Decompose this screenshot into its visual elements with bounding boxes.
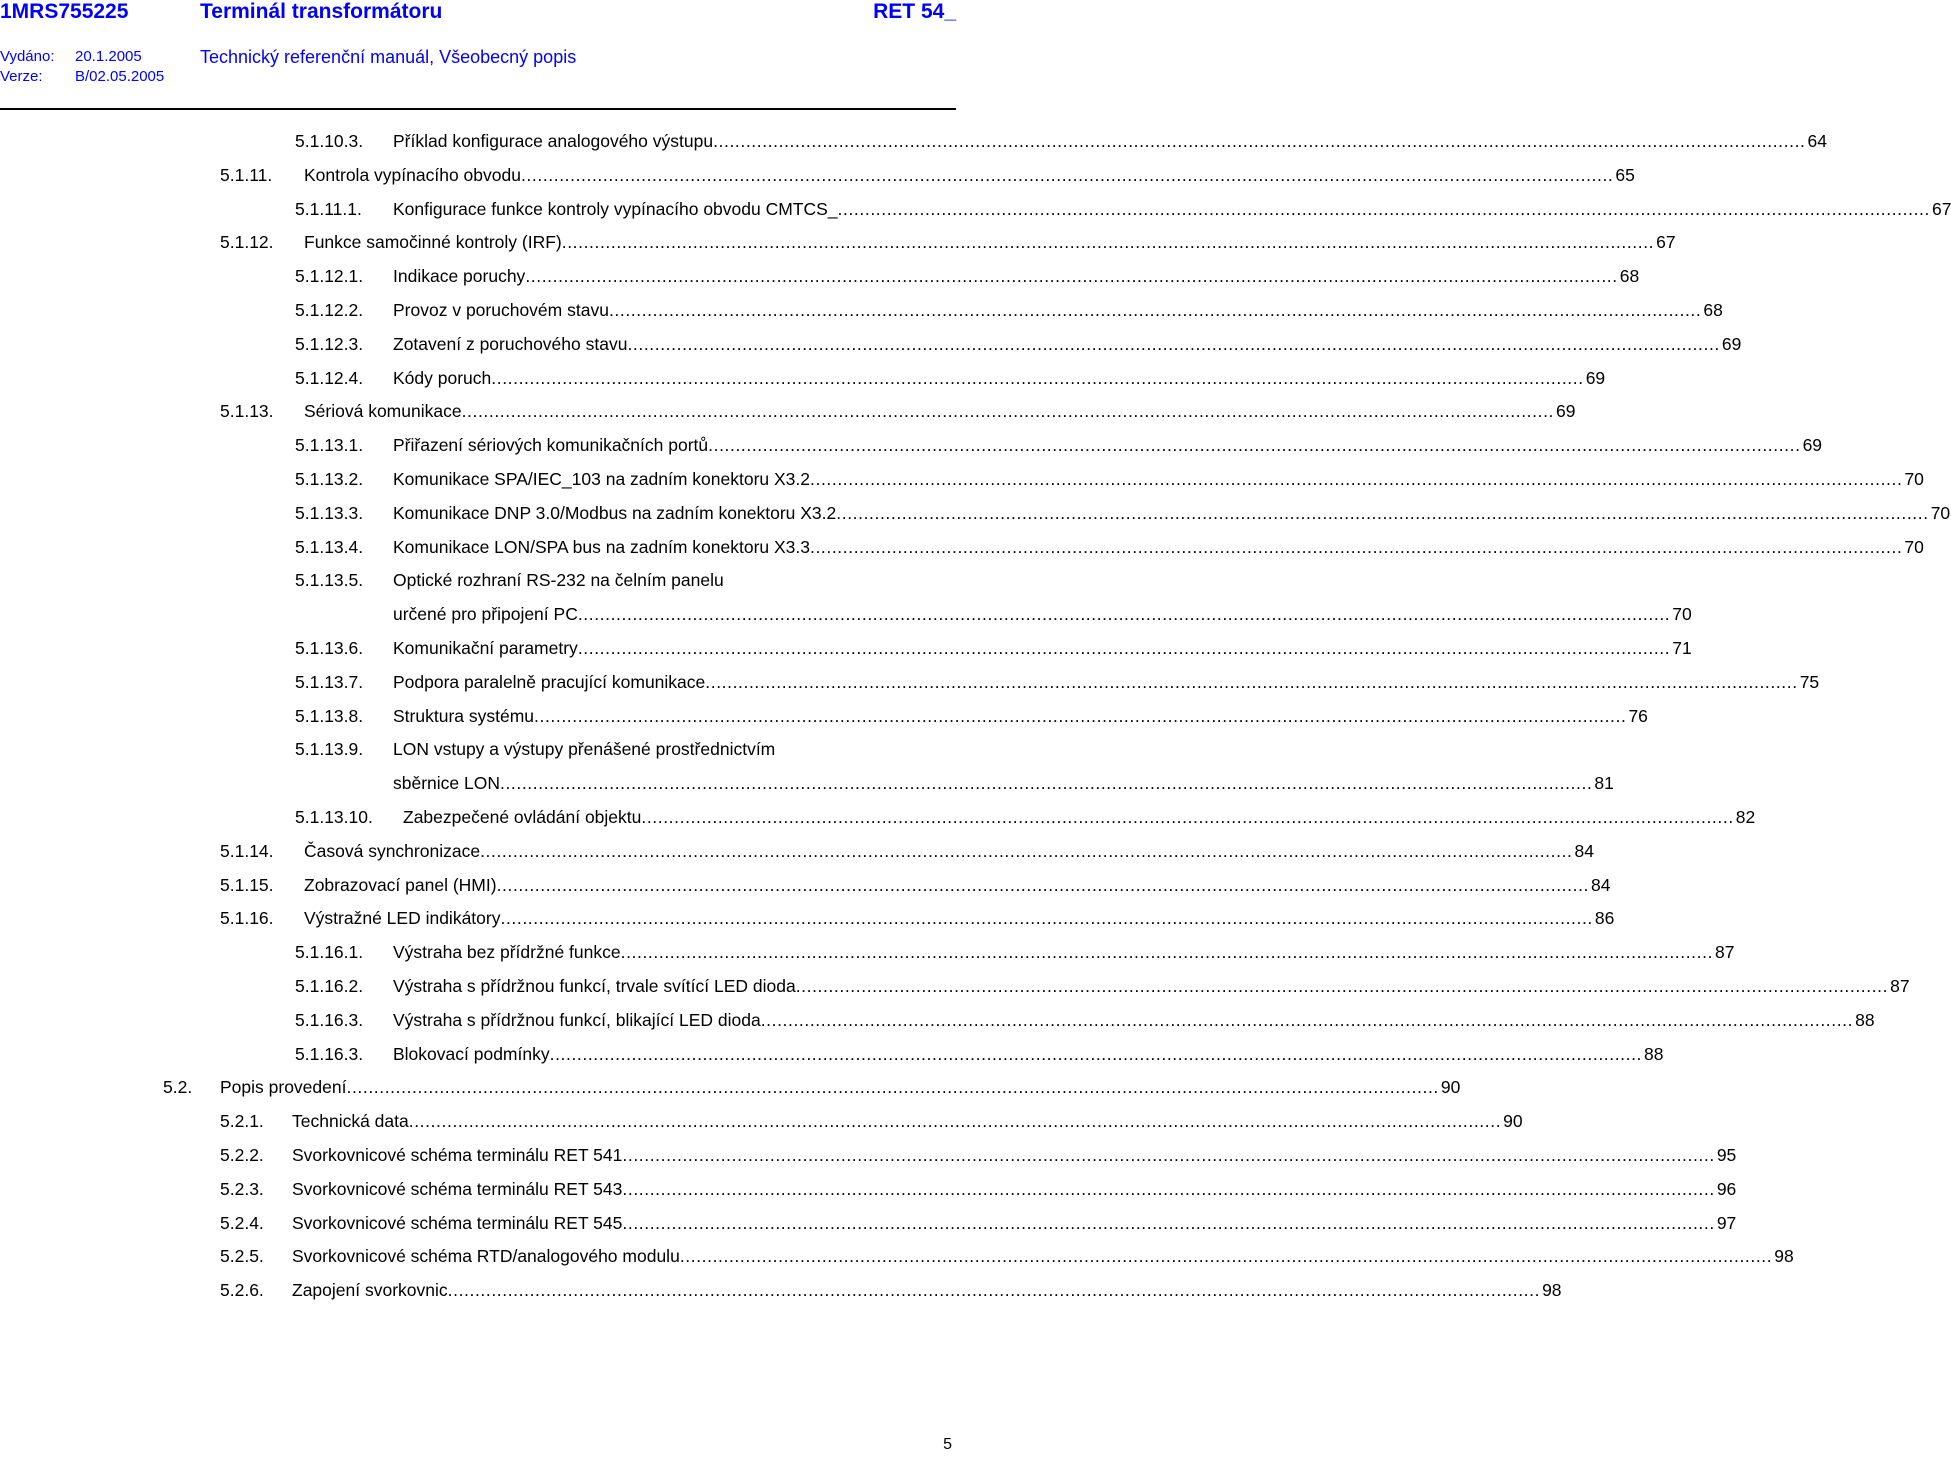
toc-number: 5.1.13.3. (295, 502, 364, 523)
toc-row (393, 196, 1951, 222)
toc-number: 5.1.12.3. (295, 333, 364, 354)
toc-title: Časová synchronizace (304, 840, 481, 861)
toc-page-number: 87 (1715, 942, 1735, 963)
version-value: B/02.05.2005 (75, 68, 165, 85)
toc-number: 5.1.16.3. (295, 1043, 364, 1064)
toc-entry[interactable] (0, 567, 1692, 625)
toc-number: 5.1.13.4. (295, 536, 364, 557)
dot-leader: ........................................................................................................................................................................................................ (608, 300, 1702, 320)
toc-row (393, 1007, 1875, 1033)
dot-leader: ........................................................................................................................................................................................................ (346, 1077, 1439, 1098)
toc-page-number: 95 (1716, 1145, 1737, 1165)
toc-number: 5.1.12. (220, 232, 274, 253)
toc-title: Komunikace LON/SPA bus na zadním konektoru X3.3 (393, 536, 810, 557)
dot-leader: ........................................................................................................................................................................................................ (520, 164, 1614, 185)
toc-title: Provoz v poruchovém stavu (393, 300, 609, 320)
toc-page-number: 98 (1774, 1246, 1794, 1267)
toc-number: 5.1.13.9. (295, 739, 364, 760)
toc-entry[interactable] (0, 365, 1606, 391)
dot-leader: ........................................................................................................................................................................................................ (500, 773, 1593, 794)
toc-title: Výstraha bez přídržné funkce (393, 942, 621, 963)
toc-row (393, 534, 1924, 560)
toc-entry[interactable] (0, 1108, 1523, 1134)
dot-leader: ........................................................................................................................................................................................................ (525, 266, 1618, 287)
dot-leader: ........................................................................................................................................................................................................ (708, 435, 1801, 456)
dot-leader: ........................................................................................................................................................................................................ (549, 1043, 1643, 1064)
toc-page-number: 98 (1542, 1280, 1562, 1301)
toc-entry[interactable] (0, 703, 1648, 729)
toc-row (393, 669, 1820, 695)
toc-entry[interactable] (0, 128, 1827, 154)
toc-page-number: 97 (1716, 1212, 1737, 1233)
toc-entry[interactable] (0, 838, 1594, 864)
toc-row (292, 1210, 1737, 1236)
toc-number: 5.1.12.4. (295, 367, 364, 388)
toc-entry[interactable] (0, 1277, 1562, 1303)
toc-number: 5.1.11. (220, 164, 273, 185)
toc-entry[interactable] (0, 534, 1924, 560)
toc-title: Komunikační parametry (393, 638, 578, 658)
toc-entry[interactable] (0, 1007, 1875, 1033)
dot-leader: ........................................................................................................................................................................................................ (461, 401, 1554, 422)
toc-page-number: 84 (1574, 840, 1594, 861)
toc-title: Technická data (292, 1111, 409, 1132)
toc-entry[interactable] (0, 1074, 1461, 1100)
toc-entry[interactable] (0, 804, 1756, 830)
toc-title: Svorkovnicové schéma RTD/analogového modulu (292, 1246, 680, 1267)
toc-row (393, 1041, 1664, 1067)
toc-row (304, 162, 1635, 188)
toc-entry[interactable] (0, 1243, 1794, 1269)
version-label: Verze: (0, 68, 43, 85)
toc-entry[interactable] (0, 196, 1951, 222)
toc-row (304, 872, 1611, 898)
toc-number: 5.2.5. (220, 1246, 264, 1267)
dot-leader: ........................................................................................................................................................................................................ (491, 367, 1584, 388)
toc-entry[interactable] (0, 1176, 1737, 1202)
toc-row (393, 128, 1827, 154)
toc-number: 5.1.13.10. (295, 807, 373, 827)
toc-title: Příklad konfigurace analogového výstupu (393, 131, 714, 151)
toc-title: Struktura systému (393, 705, 535, 726)
dot-leader: ........................................................................................................................................................................................................ (622, 1178, 1715, 1199)
toc-number: 5.1.16.1. (295, 942, 364, 963)
dot-leader: ........................................................................................................................................................................................................ (679, 1246, 1773, 1267)
toc-entry[interactable] (0, 905, 1615, 931)
toc-number: 5.2.4. (220, 1212, 264, 1233)
dot-leader: ........................................................................................................................................................................................................ (810, 536, 1903, 557)
toc-number: 5.1.13.1. (295, 435, 364, 456)
toc-entry[interactable] (0, 162, 1635, 188)
toc-title: Zapojení svorkovnic (292, 1280, 448, 1301)
toc-title: Zobrazovací panel (HMI) (304, 874, 497, 895)
dot-leader: ........................................................................................................................................................................................................ (641, 807, 1734, 827)
toc-row (220, 1074, 1461, 1100)
toc-entry[interactable] (0, 872, 1611, 898)
dot-leader: ........................................................................................................................................................................................................ (713, 131, 1806, 151)
toc-number: 5.1.16. (220, 908, 274, 929)
toc-number: 5.1.12.2. (295, 300, 364, 320)
toc-title: Přiřazení sériových komunikačních portů (393, 435, 709, 456)
toc-title: Výstraha s přídržnou funkcí, trvale svítící LED dioda (393, 976, 796, 996)
toc-page-number: 68 (1703, 300, 1723, 320)
toc-page-number: 88 (1644, 1043, 1664, 1064)
toc-page-number: 70 (1904, 536, 1924, 557)
toc-title: Výstraha s přídržnou funkcí, blikající LED dioda (393, 1009, 761, 1030)
toc-row (393, 466, 1924, 492)
toc-entry[interactable] (0, 398, 1576, 424)
toc-number: 5.1.10.3. (295, 131, 364, 151)
toc-page-number: 86 (1594, 908, 1615, 929)
toc-row (304, 905, 1615, 931)
dot-leader: ........................................................................................................................................................................................................ (620, 942, 1714, 963)
toc-title: Kontrola vypínacího obvodu (304, 164, 521, 185)
dot-leader: ........................................................................................................................................................................................................ (577, 604, 1671, 625)
toc-title: Svorkovnicové schéma terminálu RET 541 (292, 1145, 623, 1165)
toc-page-number: 70 (1672, 604, 1692, 625)
toc-row (393, 500, 1951, 526)
header-divider (0, 108, 956, 110)
toc-title: Výstražné LED indikátory (304, 908, 501, 929)
dot-leader: ........................................................................................................................................................................................................ (534, 705, 1627, 726)
dot-leader: ........................................................................................................................................................................................................ (760, 1009, 1854, 1030)
dot-leader: ........................................................................................................................................................................................................ (622, 1212, 1715, 1233)
toc-title: Svorkovnicové schéma terminálu RET 545 (292, 1212, 623, 1233)
toc-row (393, 331, 1742, 357)
dot-leader: ........................................................................................................................................................................................................ (705, 671, 1798, 692)
dot-leader: ........................................................................................................................................................................................................ (480, 840, 1573, 861)
dot-leader: ........................................................................................................................................................................................................ (561, 232, 1655, 253)
dot-leader: ........................................................................................................................................................................................................ (447, 1280, 1541, 1301)
toc-entry[interactable] (0, 466, 1924, 492)
toc-entry[interactable] (0, 1210, 1737, 1236)
toc-number: 5.1.13.2. (295, 469, 364, 489)
dot-leader: ........................................................................................................................................................................................................ (795, 976, 1889, 996)
toc-row (393, 770, 1614, 796)
toc-page-number: 68 (1619, 266, 1640, 287)
toc-number: 5.2. (163, 1077, 193, 1098)
toc-title: Funkce samočinné kontroly (IRF) (304, 232, 562, 253)
toc-title: Sériová komunikace (304, 401, 462, 422)
toc-row (393, 703, 1648, 729)
toc-number: 5.1.14. (220, 840, 274, 861)
toc-title: Zotavení z poruchového stavu (393, 333, 628, 354)
toc-page-number: 84 (1591, 874, 1611, 895)
toc-entry[interactable] (0, 635, 1692, 661)
issued-value: 20.1.2005 (75, 48, 142, 65)
toc-title: LON vstupy a výstupy přenášené prostřednictvím (393, 739, 776, 760)
toc-row (292, 1243, 1794, 1269)
toc-row (292, 1176, 1737, 1202)
toc-row (393, 263, 1640, 289)
toc-page-number: 70 (1930, 502, 1951, 523)
toc-page-number: 69 (1556, 401, 1576, 422)
dot-leader: ........................................................................................................................................................................................................ (836, 502, 1929, 523)
toc-entry[interactable] (0, 331, 1742, 357)
toc-entry[interactable] (0, 669, 1820, 695)
toc-entry[interactable] (0, 1041, 1664, 1067)
toc-row (393, 297, 1723, 323)
toc-row (393, 432, 1823, 458)
page-header (0, 0, 960, 110)
toc-page-number: 67 (1931, 198, 1951, 219)
toc-entry[interactable] (0, 229, 1676, 255)
toc-number: 5.1.11.1. (295, 198, 362, 219)
toc-entry[interactable] (0, 432, 1823, 458)
dot-leader: ........................................................................................................................................................................................................ (496, 874, 1589, 895)
toc-page-number: 82 (1735, 807, 1756, 827)
toc-row (393, 635, 1692, 661)
toc-number: 5.1.12.1. (295, 266, 364, 287)
toc-number: 5.2.6. (220, 1280, 264, 1301)
toc-row (393, 601, 1692, 627)
toc-row (304, 838, 1594, 864)
toc-page-number: 90 (1440, 1077, 1461, 1098)
toc-number: 5.2.1. (220, 1111, 264, 1132)
toc-number: 5.1.16.3. (295, 1009, 364, 1030)
toc-title: Blokovací podmínky (393, 1043, 550, 1064)
toc-page-number: 64 (1807, 131, 1827, 151)
issued-label: Vydáno: (0, 48, 55, 65)
toc-page-number: 87 (1890, 976, 1910, 996)
toc-number: 5.1.13.5. (295, 570, 364, 591)
toc-entry[interactable] (0, 736, 1614, 794)
toc-title: Svorkovnicové schéma terminálu RET 543 (292, 1178, 623, 1199)
toc-title: Podpora paralelně pracující komunikace (393, 671, 706, 692)
toc-title: Komunikace SPA/IEC_103 na zadním konektoru X3.2 (393, 469, 811, 489)
document-id: 1MRS755225 (0, 0, 129, 23)
toc-number: 5.1.13.8. (295, 705, 364, 726)
toc-row (393, 939, 1735, 965)
toc-entry[interactable] (0, 1142, 1737, 1168)
toc-number: 5.1.13.6. (295, 638, 364, 658)
toc-page-number: 65 (1615, 164, 1635, 185)
toc-number: 5.2.2. (220, 1145, 264, 1165)
product-name: RET 54_ (873, 0, 956, 23)
toc-number: 5.1.16.2. (295, 976, 364, 996)
toc-title: Komunikace DNP 3.0/Modbus na zadním konektoru X3.2 (393, 502, 837, 523)
dot-leader: ........................................................................................................................................................................................................ (810, 469, 1903, 489)
toc-page-number: 96 (1716, 1178, 1737, 1199)
document-subtitle: Technický referenční manuál, Všeobecný popis (200, 47, 577, 67)
toc-row (304, 398, 1576, 424)
toc-entry[interactable] (0, 263, 1640, 289)
toc-number: 5.1.13.7. (295, 671, 364, 692)
toc-page-number: 67 (1656, 232, 1676, 253)
toc-page-number: 69 (1802, 435, 1823, 456)
toc-row (292, 1142, 1737, 1168)
dot-leader: ........................................................................................................................................................................................................ (500, 908, 1593, 929)
dot-leader: ........................................................................................................................................................................................................ (622, 1145, 1715, 1165)
toc-page-number: 69 (1721, 333, 1742, 354)
dot-leader: ........................................................................................................................................................................................................ (627, 333, 1720, 354)
toc-row (393, 973, 1910, 999)
toc-page-number: 69 (1585, 367, 1606, 388)
toc-row (393, 365, 1606, 391)
toc-page-number: 88 (1855, 1009, 1875, 1030)
toc-page-number: 75 (1799, 671, 1820, 692)
toc-entry[interactable] (0, 939, 1735, 965)
toc-row (304, 229, 1676, 255)
toc-page-number: 81 (1594, 773, 1614, 794)
toc-number: 5.1.15. (220, 874, 274, 895)
toc-row (403, 804, 1756, 830)
issued-line (0, 48, 142, 65)
toc-number: 5.1.13. (220, 401, 274, 422)
dot-leader: ........................................................................................................................................................................................................ (577, 638, 1671, 658)
toc-entry[interactable] (0, 500, 1951, 526)
toc-row (292, 1277, 1562, 1303)
toc-title: Indikace poruchy (393, 266, 526, 287)
toc-title-continuation: sběrnice LON (393, 773, 500, 794)
toc-page-number: 90 (1503, 1111, 1523, 1132)
page-number: 5 (943, 1436, 952, 1453)
toc-number: 5.2.3. (220, 1178, 264, 1199)
toc-title: Popis provedení (220, 1077, 347, 1098)
toc-page-number: 70 (1904, 469, 1924, 489)
toc-page-number: 76 (1628, 705, 1648, 726)
toc-title: Optické rozhraní RS-232 na čelním panelu (393, 570, 724, 591)
document-title: Terminál transformátoru (200, 0, 443, 23)
toc-row (292, 1108, 1523, 1134)
version-line (0, 68, 164, 85)
dot-leader: ........................................................................................................................................................................................................ (408, 1111, 1502, 1132)
toc-entry[interactable] (0, 973, 1910, 999)
dot-leader: ........................................................................................................................................................................................................ (837, 198, 1930, 219)
toc-page-number: 71 (1672, 638, 1692, 658)
toc-title: Konfigurace funkce kontroly vypínacího obvodu CMTCS_ (393, 198, 838, 219)
toc-entry[interactable] (0, 297, 1723, 323)
toc-title: Kódy poruch (393, 367, 492, 388)
toc-title-continuation: určené pro připojení PC (393, 604, 578, 625)
toc-title: Zabezpečené ovládání objektu (403, 807, 642, 827)
